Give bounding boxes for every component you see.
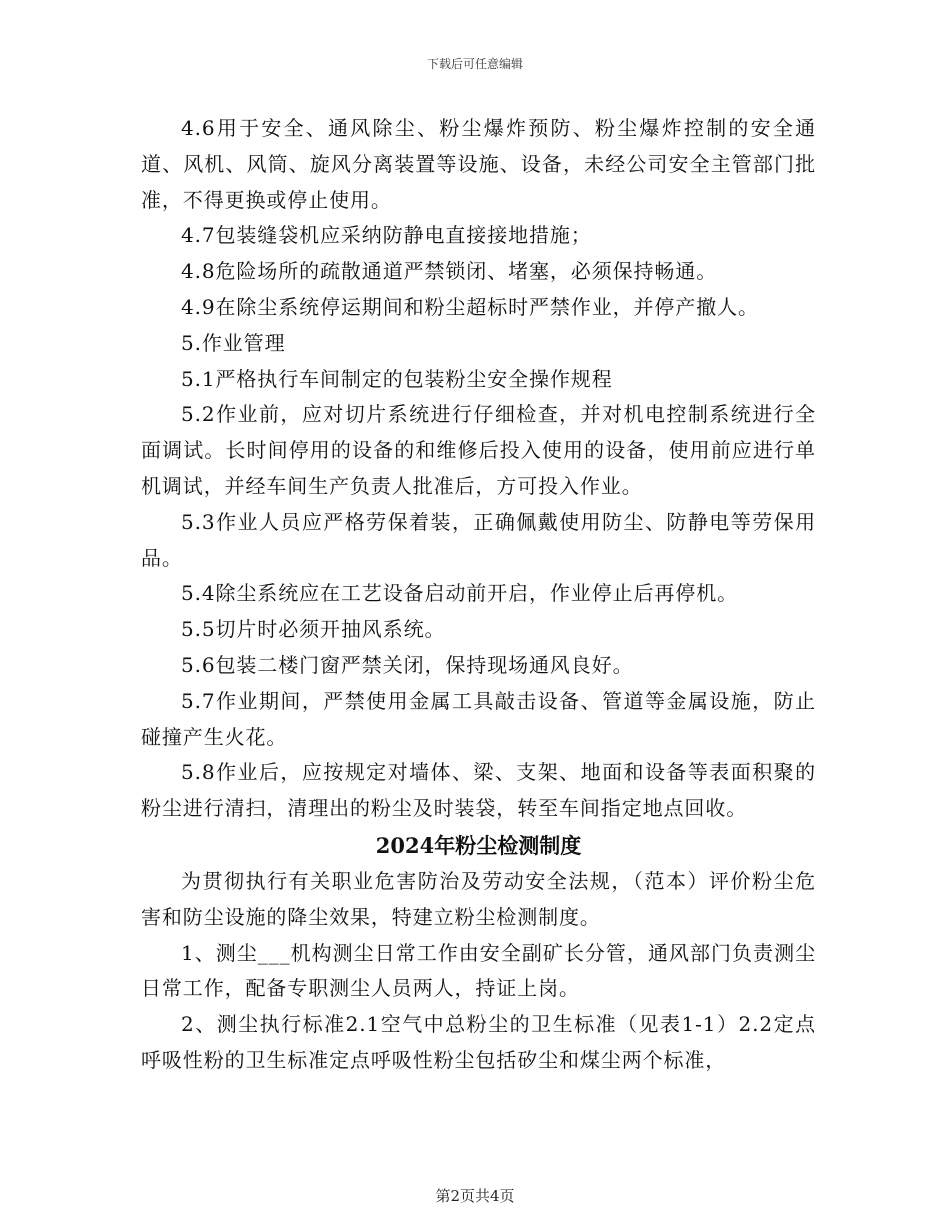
heading-5: 5.作业管理	[181, 330, 286, 355]
paragraph-5-8: 5.8作业后，应按规定对墙体、梁、支架、地面和设备等表面积聚的粉尘进行清扫，清理出的粉尘及时装袋，转至车间指定地点回收。	[141, 760, 816, 821]
paragraph-5-1: 5.1严格执行车间制定的包装粉尘安全操作规程	[181, 366, 613, 391]
paragraph-4-8: 4.8危险场所的疏散通道严禁锁闭、堵塞，必须保持畅通。	[181, 259, 718, 284]
document-body	[141, 111, 816, 1079]
page-footer: 第2页共4页	[435, 1187, 515, 1205]
paragraph-4-9: 4.9在除尘系统停运期间和粉尘超标时严禁作业，并停产撤人。	[181, 294, 759, 319]
paragraph-5-5: 5.5切片时必须开抽风系统。	[181, 617, 446, 642]
paragraph-5-6: 5.6包装二楼门窗严禁关闭，保持现场通风良好。	[181, 652, 634, 677]
intro-paragraph: 为贯彻执行有关职业危害防治及劳动安全法规，（范本）评价粉尘危害和防尘设施的降尘效果，特建立粉尘检测制度。	[141, 868, 816, 929]
paragraph-5-2: 5.2作业前，应对切片系统进行仔细检查，并对机电控制系统进行全面调试。长时间停用的设备的和维修后投入使用的设备，使用前应进行单机调试，并经车间生产负责人批准后，方可投入作业。	[141, 402, 816, 498]
paragraph-2: 2、测尘执行标准2.1空气中总粉尘的卫生标准（见表1-1）2.2定点呼吸性粉的卫生标准定点呼吸性粉尘包括矽尘和煤尘两个标准，	[141, 1012, 816, 1072]
paragraph-4-6: 4.6用于安全、通风除尘、粉尘爆炸预防、粉尘爆炸控制的安全通道、风机、风筒、旋风分离装置等设施、设备，未经公司安全主管部门批准，不得更换或停止使用。	[141, 116, 816, 212]
page-header: 下载后可任意编辑	[426, 57, 523, 71]
paragraph-5-3: 5.3作业人员应严格劳保着装，正确佩戴使用防尘、防静电等劳保用品。	[141, 509, 816, 570]
paragraph-4-7: 4.7包装缝袋机应采纳防静电直接接地措施；	[181, 223, 592, 248]
paragraph-1: 1、测尘___机构测尘日常工作由安全副矿长分管，通风部门负责测尘日常工作，配备专职测尘人员两人，持证上岗。	[141, 940, 816, 1001]
paragraph-5-7: 5.7作业期间，严禁使用金属工具敲击设备、管道等金属设施，防止碰撞产生火花。	[141, 688, 816, 749]
paragraph-5-4: 5.4除尘系统应在工艺设备启动前开启，作业停止后再停机。	[181, 581, 739, 606]
section-title: 2024年粉尘检测制度	[375, 832, 582, 858]
